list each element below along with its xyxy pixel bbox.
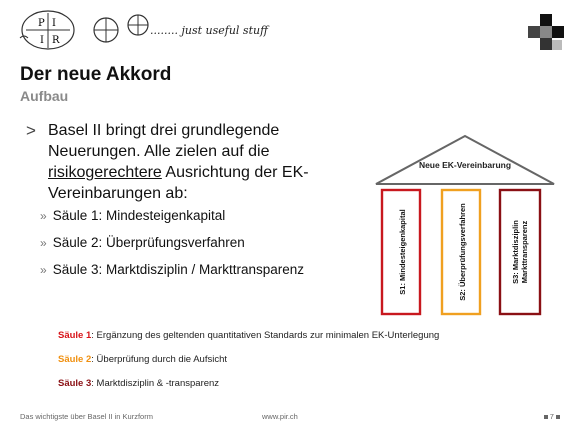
- page-square-icon: [544, 415, 548, 419]
- sub-bullet-list: [40, 208, 360, 289]
- note-text: : Marktdisziplin & -transparenz: [91, 378, 220, 389]
- pillar-3-label-line2: Markttransparenz: [520, 220, 529, 284]
- main-bullet-text-pre: Basel II bringt drei grundlegende Neuerungen. Alle zielen auf die: [48, 122, 280, 160]
- footer-caption: Das wichtigste über Basel II in Kurzform: [20, 412, 153, 421]
- note-item: [58, 378, 439, 402]
- sub-bullet-label: Säule 3: Marktdisziplin / Markttransparenz: [52, 262, 305, 277]
- note-item: [58, 354, 439, 378]
- pillar-3-label-line1: S3: Marktdisziplin: [511, 220, 520, 284]
- logo-letter-p: P: [38, 18, 45, 29]
- sub-bullet-item: [40, 235, 360, 262]
- logo-letter-i-bottom: I: [40, 35, 44, 46]
- note-text: : Überprüfung durch die Aufsicht: [91, 354, 227, 365]
- pir-logo-graphic: [18, 8, 168, 52]
- pillar-notes: [58, 330, 439, 402]
- note-label: Säule 1: [58, 330, 92, 341]
- sub-bullet-item: [40, 208, 360, 235]
- double-arrow-icon: »: [40, 236, 47, 250]
- main-bullet-text: [48, 120, 346, 204]
- note-label: Säule 2: [58, 354, 92, 365]
- roof-label: Neue EK-Vereinbarung: [418, 160, 512, 170]
- corner-squares-icon: [526, 14, 566, 54]
- sub-bullet-label: Säule 1: Mindesteigenkapital: [52, 208, 226, 223]
- note-label: Säule 3: [58, 378, 92, 389]
- logo-letter-r: R: [52, 35, 60, 46]
- main-bullet-text-post: Ausrichtung der EK-Vereinbarungen ab:: [48, 164, 309, 202]
- pillar-3: [500, 190, 540, 314]
- note-item: [58, 330, 439, 354]
- note-text: : Ergänzung des geltenden quantitativen Standards zur minimalen EK-Unterlegung: [91, 330, 440, 341]
- pillar-1: [382, 190, 420, 314]
- page-number: 7: [549, 412, 554, 421]
- pillar-2: [442, 190, 480, 314]
- sub-bullet-label: Säule 2: Überprüfungsverfahren: [52, 235, 245, 250]
- basel-pillars-diagram: [372, 134, 558, 324]
- footer-page-indicator: [544, 412, 560, 421]
- double-arrow-icon: »: [40, 263, 47, 277]
- double-arrow-icon: »: [40, 209, 47, 223]
- bullet-chevron-icon: >: [26, 121, 36, 140]
- pillar-1-label: S1: Mindesteigenkapital: [398, 209, 407, 295]
- main-bullet-underlined: risikogerechtere: [48, 164, 162, 181]
- sub-bullet-item: [40, 262, 360, 289]
- slide-subtitle: Aufbau: [20, 88, 69, 104]
- footer-website: www.pir.ch: [262, 412, 298, 421]
- slide-title: Der neue Akkord: [20, 64, 172, 85]
- main-bullet: [26, 120, 346, 204]
- tagline: ........ just useful stuff: [150, 24, 268, 37]
- pillar-2-label: S2: Überprüfungsverfahren: [458, 203, 467, 301]
- page-square-icon: [556, 415, 560, 419]
- logo-letter-i-top: I: [52, 18, 56, 29]
